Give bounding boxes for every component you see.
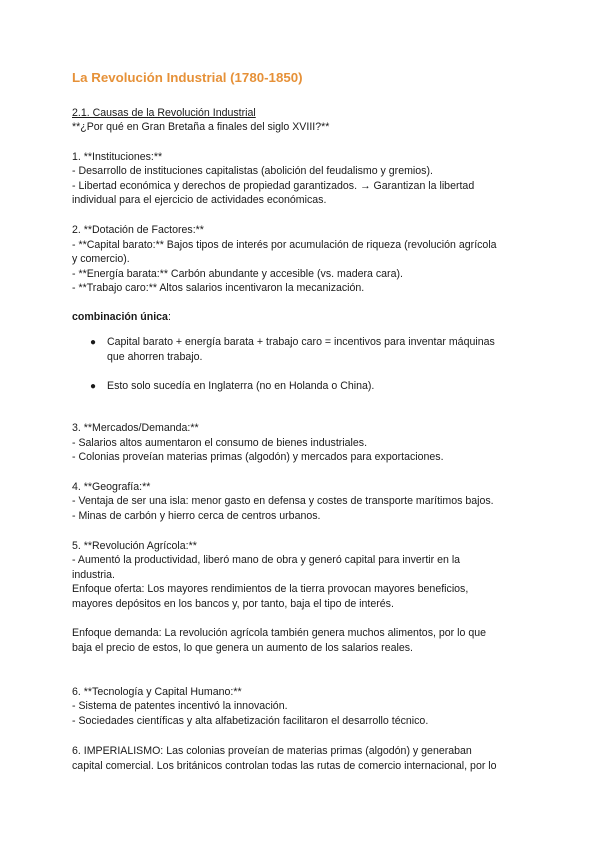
geografia-line-2: - Minas de carbón y hierro cerca de centros urbanos. (72, 510, 321, 522)
imperialismo-line-2: capital comercial. Los británicos controlan todas las rutas de comercio internacional, por lo (72, 760, 497, 772)
agricola-line-6: baja el precio de estos, lo que genera un aumento de los salarios reales. (72, 642, 413, 654)
instituciones-heading: 1. **Instituciones:** (72, 151, 163, 163)
instituciones-line-2: - Libertad económica y derechos de propiedad garantizados. → Garantizan la libertad (72, 180, 475, 192)
section-question: **¿Por qué en Gran Bretaña a finales del siglo XVIII?** (72, 121, 330, 133)
combinacion-colon: : (167, 311, 171, 323)
factores-line-1: - **Capital barato:** Bajos tipos de interés por acumulación de riqueza (revolución agrícola (72, 239, 497, 251)
bullet-2-line-1: Esto solo sucedía en Inglaterra (no en Holanda o China). (107, 380, 375, 392)
tecnologia-line-2: - Sociedades científicas y alta alfabetización facilitaron el desarrollo técnico. (72, 715, 429, 727)
mercados-heading: 3. **Mercados/Demanda:** (72, 422, 199, 434)
factores-line-3: - **Energía barata:** Carbón abundante y accesible (vs. madera cara). (72, 268, 403, 280)
geografia-line-1: - Ventaja de ser una isla: menor gasto en defensa y costes de transporte marítimos bajos. (72, 495, 494, 507)
factores-heading: 2. **Dotación de Factores:** (72, 224, 204, 236)
tecnologia-heading: 6. **Tecnología y Capital Humano:** (72, 686, 242, 698)
bullet-icon: ● (90, 381, 97, 392)
agricola-heading: 5. **Revolución Agrícola:** (72, 540, 197, 552)
agricola-line-2: industria. (72, 569, 115, 581)
bullet-1-line-2: que ahorren trabajo. (107, 351, 203, 363)
agricola-line-5: Enfoque demanda: La revolución agrícola también genera muchos alimentos, por lo que (72, 627, 487, 639)
combinacion-label (72, 310, 171, 324)
agricola-line-3: Enfoque oferta: Los mayores rendimientos de la tierra provocan mayores beneficios, (72, 583, 469, 595)
agricola-line-4: mayores depósitos en los bancos y, por tanto, baja el tipo de interés. (72, 598, 394, 610)
section-heading: 2.1. Causas de la Revolución Industrial (72, 107, 256, 119)
mercados-line-1: - Salarios altos aumentaron el consumo de bienes industriales. (72, 437, 368, 449)
instituciones-line-3: individual para el ejercicio de actividades económicas. (72, 194, 327, 206)
tecnologia-line-1: - Sistema de patentes incentivó la innovación. (72, 700, 288, 712)
mercados-line-2: - Colonias proveían materias primas (algodón) y mercados para exportaciones. (72, 451, 444, 463)
bullet-1-line-1: Capital barato + energía barata + trabajo caro = incentivos para inventar máquinas (107, 336, 495, 348)
agricola-line-1: - Aumentó la productividad, liberó mano de obra y generó capital para invertir en la (72, 554, 461, 566)
imperialismo-line-1: 6. IMPERIALISMO: Las colonias proveían de materias primas (algodón) y generaban (72, 745, 472, 757)
geografia-heading: 4. **Geografía:** (72, 481, 151, 493)
factores-line-2: y comercio). (72, 253, 130, 265)
combinacion-label-bold: combinación única (72, 311, 168, 323)
factores-line-4: - **Trabajo caro:** Altos salarios incentivaron la mecanización. (72, 282, 365, 294)
document-title: La Revolución Industrial (1780-1850) (72, 70, 303, 85)
instituciones-line-1: - Desarrollo de instituciones capitalistas (abolición del feudalismo y gremios). (72, 165, 433, 177)
bullet-icon: ● (90, 337, 97, 348)
